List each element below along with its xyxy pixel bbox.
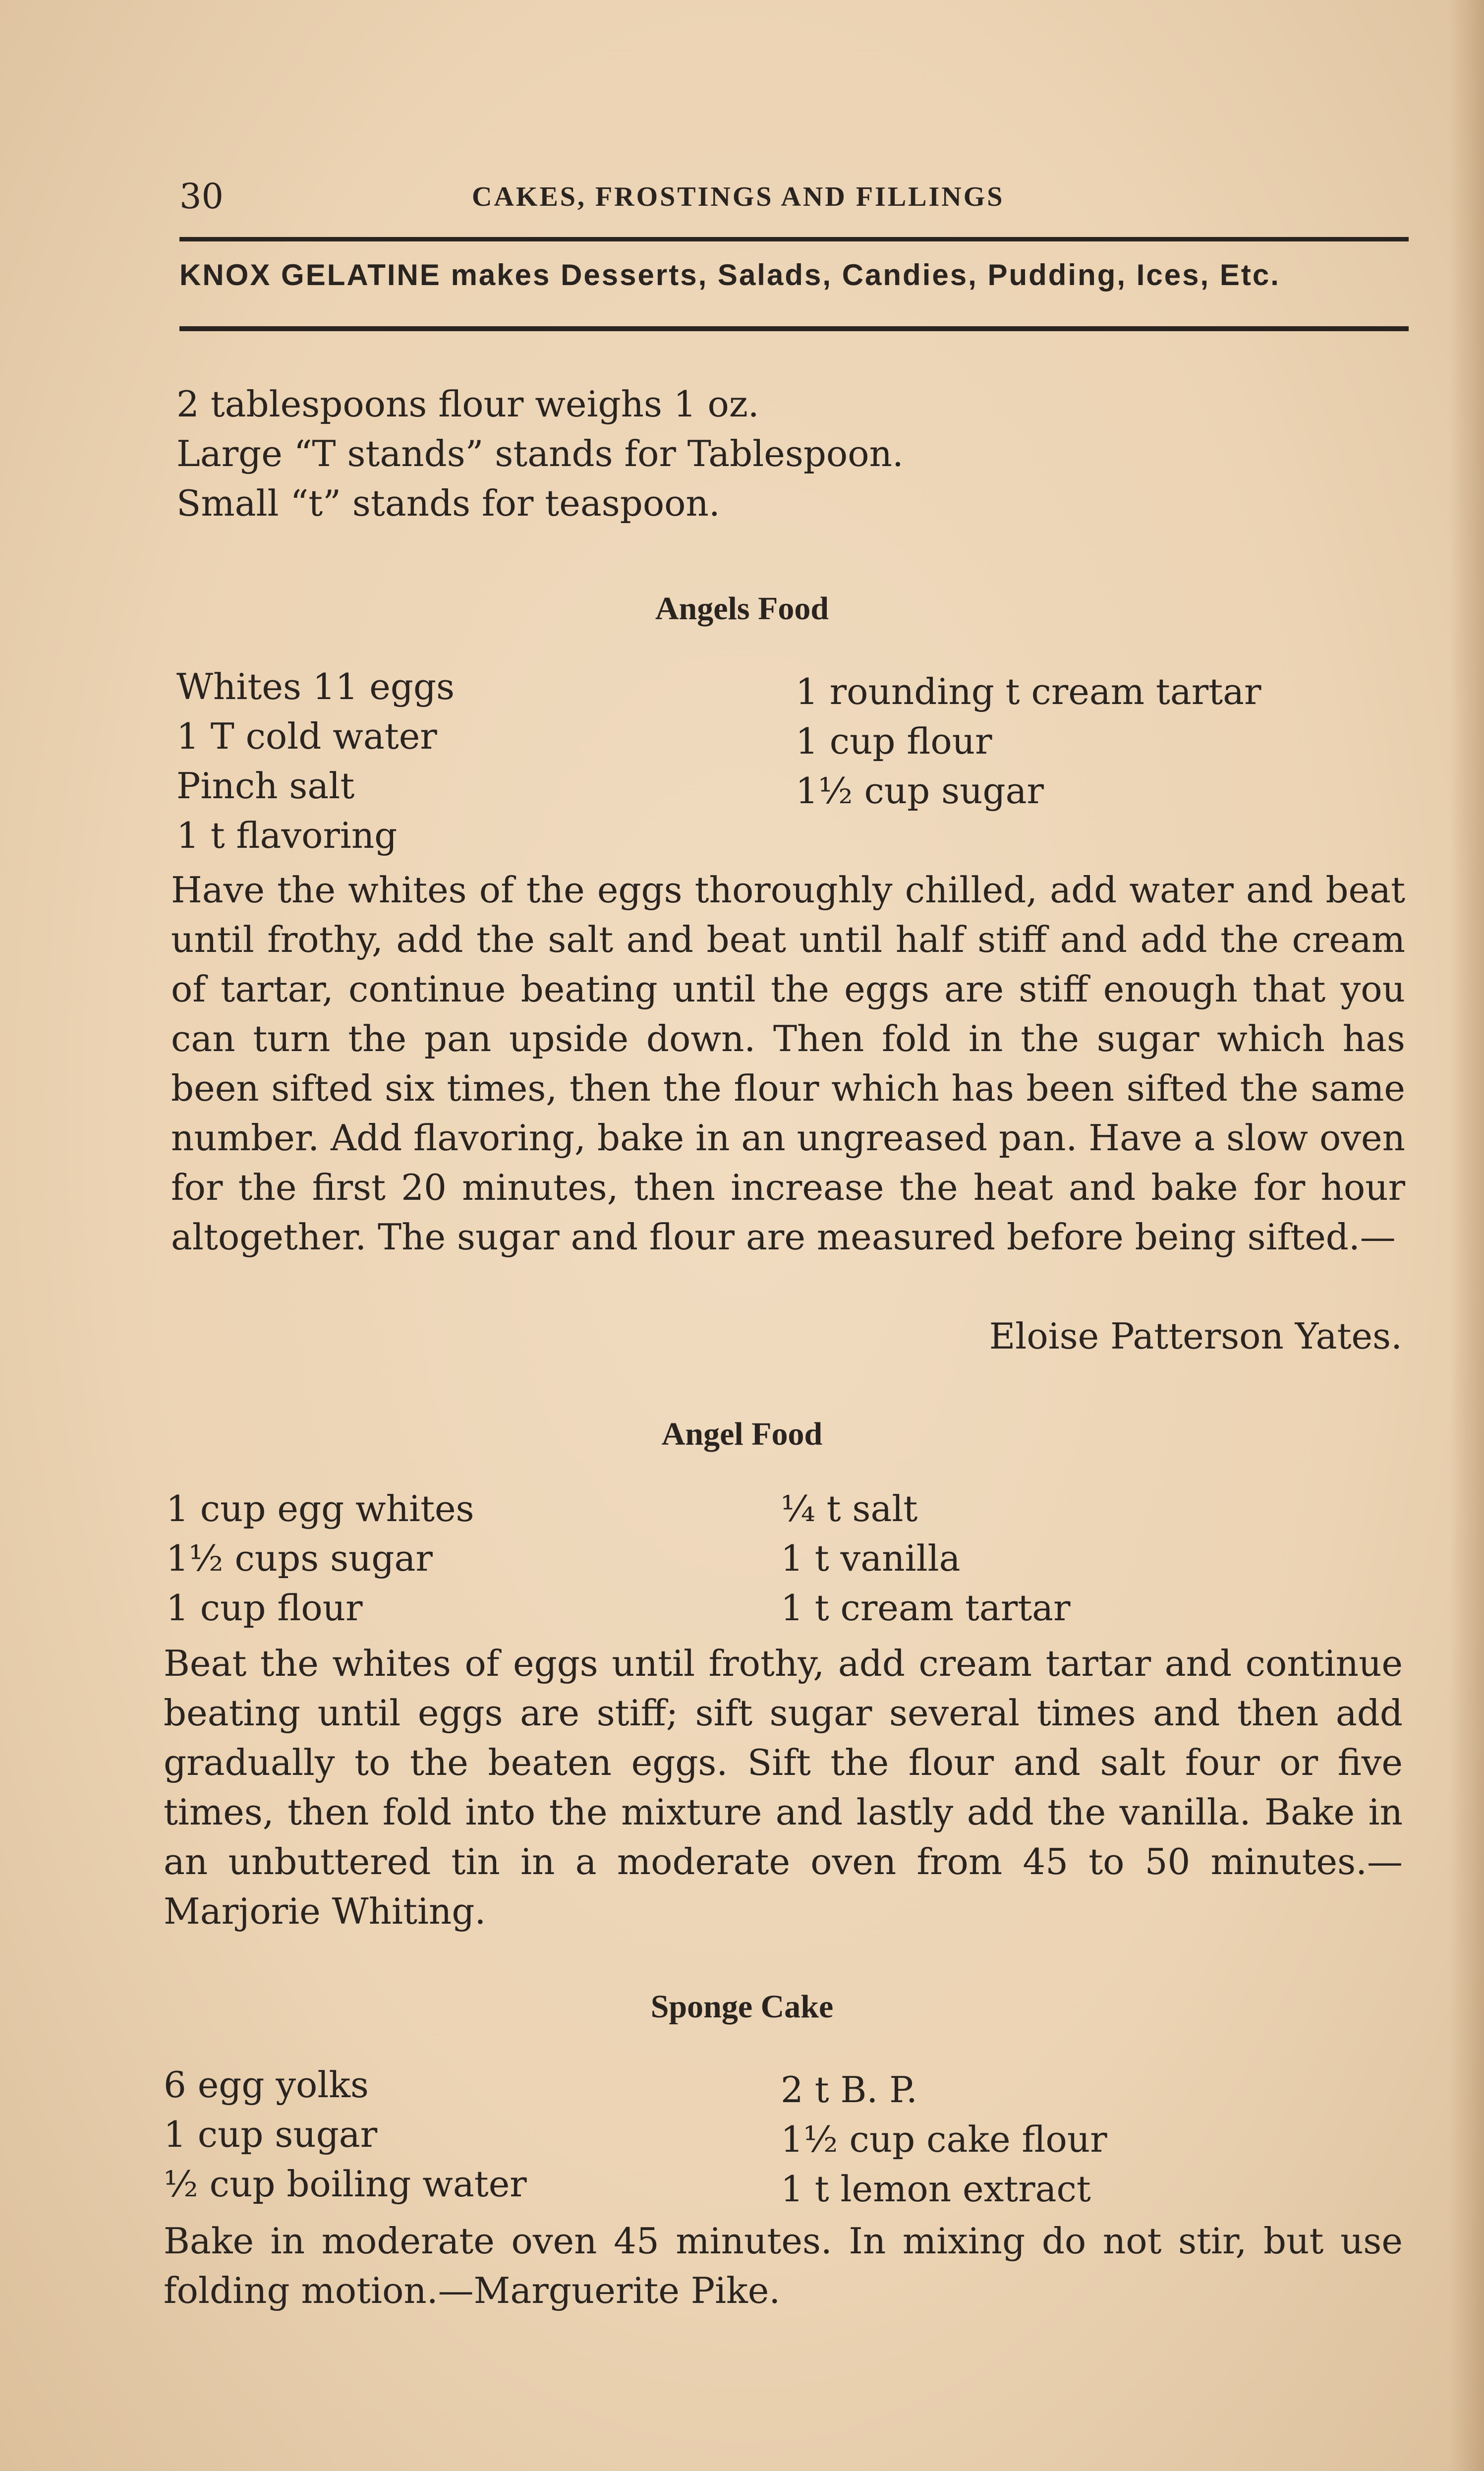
ingredient: ½ cup boiling water bbox=[164, 2163, 527, 2205]
ingredients-right bbox=[781, 1484, 1071, 1633]
note-line: Small “t” stands for teaspoon. bbox=[176, 482, 720, 524]
ingredient: 1 cup flour bbox=[796, 720, 992, 762]
ingredient: Pinch salt bbox=[176, 765, 355, 807]
ingredient: 1 t lemon extract bbox=[781, 2168, 1091, 2210]
ingredient: 2 t B. P. bbox=[781, 2069, 917, 2111]
advertisement-line: KNOX GELATINE makes Desserts, Salads, Candies, Pudding, Ices, Etc. bbox=[179, 258, 1280, 292]
section-title: CAKES, FROSTINGS AND FILLINGS bbox=[472, 181, 1005, 212]
ingredient: 6 egg yolks bbox=[164, 2064, 369, 2106]
ingredient: 1 t cream tartar bbox=[781, 1587, 1071, 1629]
ingredient: 1 cup egg whites bbox=[166, 1488, 474, 1530]
ingredients-left bbox=[166, 1484, 474, 1633]
page-edge-shadow bbox=[1449, 0, 1484, 2471]
recipe-title-sponge-cake: Sponge Cake bbox=[650, 1989, 834, 2025]
ingredient: 1 cup sugar bbox=[164, 2114, 378, 2155]
ingredient: ¼ t salt bbox=[781, 1488, 918, 1530]
recipe-author: Eloise Patterson Yates. bbox=[989, 1315, 1402, 1357]
ingredient: 1 cup flour bbox=[166, 1587, 363, 1629]
ingredients-right bbox=[781, 2065, 1107, 2214]
ingredient: 1 T cold water bbox=[176, 715, 437, 757]
header-rule-bottom bbox=[179, 326, 1409, 331]
running-head bbox=[179, 176, 1409, 226]
ingredient: 1½ cups sugar bbox=[166, 1537, 433, 1579]
ingredients-left bbox=[164, 2060, 527, 2209]
recipe-directions: Beat the whites of eggs until frothy, add cream tartar and continue beating until eggs are stiff; sift sugar several times and then add gradually to the beaten eggs. Sift the flour and salt four or five times, then fold into the mixture and lastly add the vanilla. Bake in an unbuttered tin in a moderate oven from 45 to 50 minutes.—Marjorie Whiting. bbox=[164, 1643, 1403, 1932]
recipe-directions: Have the whites of the eggs thoroughly chilled, add water and beat until frothy, add the salt and beat until half stiff and add the cream of tartar, continue beating until the eggs are stiff enough that you can turn the pan upside down. Then fold in the sugar which has been sifted six times, then the flour which has been sifted the same number. Add flavoring, bake in an ungreased pan. Have a slow oven for the first 20 minutes, then increase the heat and bake for hour altogether. The sugar and flour are measured before being sifted.— bbox=[171, 869, 1405, 1258]
ingredient: 1 t flavoring bbox=[176, 815, 398, 856]
header-rule-top bbox=[179, 237, 1409, 241]
recipe-title-angels-food: Angels Food bbox=[655, 590, 829, 627]
ingredient: 1 rounding t cream tartar bbox=[796, 671, 1261, 712]
note-line: Large “T stands” stands for Tablespoon. bbox=[176, 433, 904, 474]
ingredients-left bbox=[176, 662, 455, 860]
ingredient: 1½ cup sugar bbox=[796, 770, 1044, 812]
ingredient: 1½ cup cake flour bbox=[781, 2118, 1107, 2160]
ingredient: 1 t vanilla bbox=[781, 1537, 961, 1579]
page-number: 30 bbox=[179, 176, 224, 217]
ingredients-right bbox=[796, 667, 1261, 816]
recipe-directions: Bake in moderate oven 45 minutes. In mixing do not stir, but use folding motion.—Marguerite Pike. bbox=[164, 2220, 1403, 2311]
ingredient: Whites 11 eggs bbox=[176, 666, 455, 707]
recipe-title-angel-food: Angel Food bbox=[661, 1416, 823, 1452]
note-line: 2 tablespoons flour weighs 1 oz. bbox=[176, 383, 759, 425]
measurement-notes bbox=[176, 379, 904, 528]
